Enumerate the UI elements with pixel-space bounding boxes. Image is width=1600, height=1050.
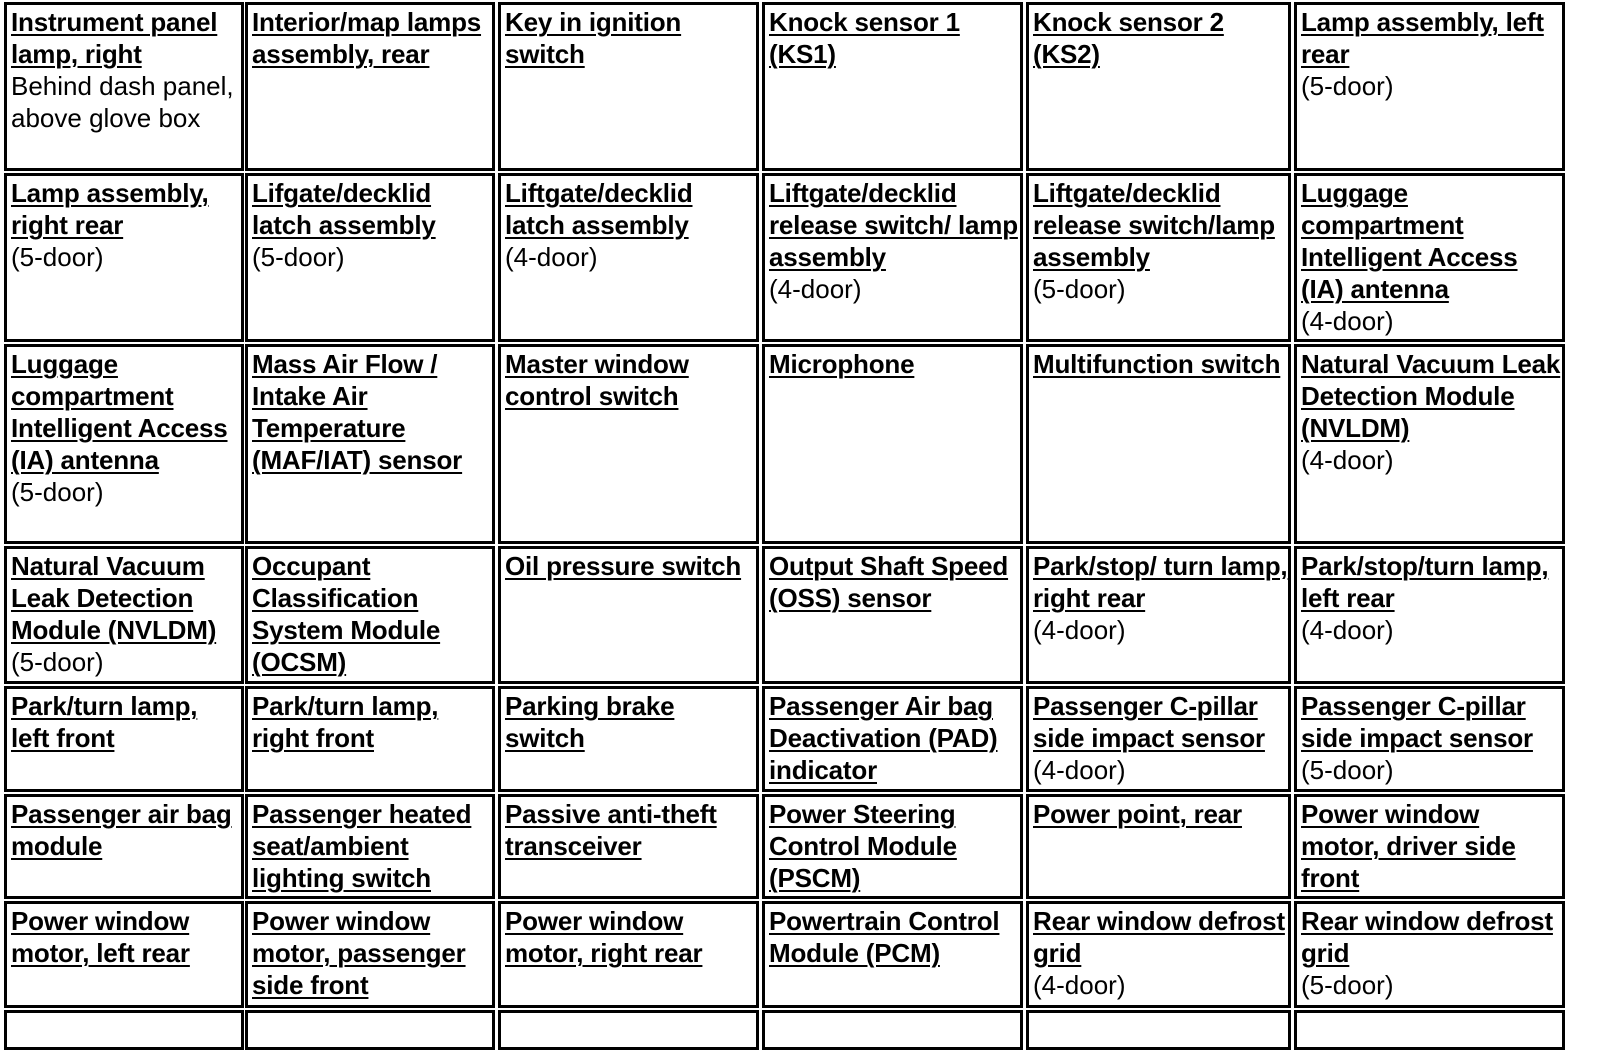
component-link[interactable]: Mass Air Flow / Intake Air Temperature (MAF/IAT) sensor <box>252 349 463 475</box>
component-link[interactable]: Power window motor, right rear <box>505 906 703 968</box>
table-cell <box>762 546 1023 684</box>
table-cell <box>245 901 495 1008</box>
location-note: (4-door) <box>1033 755 1126 785</box>
component-link[interactable]: Passenger C-pillar side impact sensor <box>1301 691 1533 753</box>
component-link[interactable]: Liftgate/decklid release switch/ lamp assembly <box>769 178 1018 272</box>
table-cell <box>498 2 759 171</box>
table-cell <box>762 1010 1023 1050</box>
component-link[interactable]: Power point, rear <box>1033 799 1242 829</box>
component-link[interactable]: Knock sensor 1 (KS1) <box>769 7 960 69</box>
component-link[interactable]: Lamp assembly, right rear <box>11 178 209 240</box>
location-note: (4-door) <box>769 274 862 304</box>
table-cell <box>762 2 1023 171</box>
component-link[interactable]: Power Steering Control Module (PSCM) <box>769 799 957 893</box>
table-cell <box>4 173 244 342</box>
table-cell <box>245 546 495 684</box>
component-link[interactable]: Lifgate/decklid latch assembly <box>252 178 436 240</box>
table-cell <box>1026 2 1291 171</box>
table-cell <box>498 546 759 684</box>
table-cell <box>498 794 759 899</box>
component-link[interactable]: Rear window defrost grid <box>1033 906 1285 968</box>
location-note: (5-door) <box>1301 970 1394 1000</box>
component-link[interactable]: Passenger Air bag Deactivation (PAD) indicator <box>769 691 998 785</box>
component-link[interactable]: Multifunction switch <box>1033 349 1281 379</box>
table-cell <box>498 173 759 342</box>
table-cell <box>1026 901 1291 1008</box>
location-note: (5-door) <box>11 242 104 272</box>
location-note: (4-door) <box>1033 615 1126 645</box>
component-link[interactable]: Passive anti-theft transceiver <box>505 799 717 861</box>
location-note: (5-door) <box>1301 71 1394 101</box>
table-cell <box>1294 686 1565 792</box>
location-note: Behind dash panel, above glove box <box>11 71 234 133</box>
table-cell <box>4 901 244 1008</box>
component-link[interactable]: Luggage compartment Intelligent Access (IA) antenna <box>1301 178 1518 304</box>
component-link[interactable]: Master window control switch <box>505 349 689 411</box>
component-link[interactable]: Passenger heated seat/ambient lighting switch <box>252 799 472 893</box>
location-note: (5-door) <box>11 647 104 677</box>
table-cell <box>4 794 244 899</box>
location-note: (4-door) <box>1301 445 1394 475</box>
component-link[interactable]: Natural Vacuum Leak Detection Module (NVLDM) <box>1301 349 1561 443</box>
table-cell <box>498 901 759 1008</box>
component-link[interactable]: Microphone <box>769 349 915 379</box>
component-link[interactable]: Liftgate/decklid latch assembly <box>505 178 693 240</box>
table-cell <box>4 686 244 792</box>
component-link[interactable]: Key in ignition switch <box>505 7 682 69</box>
component-link[interactable]: Park/stop/ turn lamp, right rear <box>1033 551 1288 613</box>
table-cell <box>1294 344 1565 544</box>
component-link[interactable]: Parking brake switch <box>505 691 675 753</box>
component-link[interactable]: Interior/map lamps assembly, rear <box>252 7 482 69</box>
table-cell <box>245 794 495 899</box>
table-cell <box>498 1010 759 1050</box>
table-cell <box>498 686 759 792</box>
table-cell <box>762 794 1023 899</box>
component-link[interactable]: Park/stop/turn lamp, left rear <box>1301 551 1549 613</box>
component-link[interactable]: Powertrain Control Module (PCM) <box>769 906 1000 968</box>
table-cell <box>762 686 1023 792</box>
table-cell <box>4 1010 244 1050</box>
component-link[interactable]: Park/turn lamp, left front <box>11 691 198 753</box>
table-cell <box>1294 794 1565 899</box>
table-cell <box>4 2 244 171</box>
table-cell <box>245 344 495 544</box>
table-cell <box>1026 794 1291 899</box>
location-note: (4-door) <box>1301 615 1394 645</box>
table-cell <box>762 901 1023 1008</box>
table-cell <box>245 173 495 342</box>
component-link[interactable]: Power window motor, driver side front <box>1301 799 1516 893</box>
table-cell <box>1294 173 1565 342</box>
location-note: (4-door) <box>1301 306 1394 336</box>
location-note: (4-door) <box>505 242 598 272</box>
table-cell <box>762 173 1023 342</box>
location-note: (5-door) <box>11 477 104 507</box>
table-cell <box>762 344 1023 544</box>
component-link[interactable]: Occupant Classification System Module (OCSM) <box>252 551 441 677</box>
component-link[interactable]: Power window motor, left rear <box>11 906 190 968</box>
table-cell <box>245 2 495 171</box>
table-cell <box>1026 344 1291 544</box>
component-link[interactable]: Passenger C-pillar side impact sensor <box>1033 691 1265 753</box>
table-cell <box>245 1010 495 1050</box>
table-cell <box>1026 1010 1291 1050</box>
table-cell <box>1026 173 1291 342</box>
table-cell <box>498 344 759 544</box>
location-note: (5-door) <box>252 242 345 272</box>
location-note: (5-door) <box>1301 755 1394 785</box>
table-cell <box>245 686 495 792</box>
component-link[interactable]: Output Shaft Speed (OSS) sensor <box>769 551 1009 613</box>
component-link[interactable]: Lamp assembly, left rear <box>1301 7 1544 69</box>
component-link[interactable]: Rear window defrost grid <box>1301 906 1553 968</box>
table-cell <box>1026 686 1291 792</box>
table-cell <box>1026 546 1291 684</box>
component-link[interactable]: Power window motor, passenger side front <box>252 906 466 1000</box>
component-link[interactable]: Park/turn lamp, right front <box>252 691 439 753</box>
table-cell <box>4 546 244 684</box>
table-cell <box>1294 2 1565 171</box>
component-link[interactable]: Natural Vacuum Leak Detection Module (NVLDM) <box>11 551 217 645</box>
location-note: (4-door) <box>1033 970 1126 1000</box>
location-note: (5-door) <box>1033 274 1126 304</box>
table-cell <box>4 344 244 544</box>
component-link[interactable]: Instrument panel lamp, right <box>11 7 218 69</box>
table-cell <box>1294 546 1565 684</box>
component-link[interactable]: Passenger air bag module <box>11 799 232 861</box>
component-link[interactable]: Oil pressure switch <box>505 551 742 581</box>
table-cell <box>1294 901 1565 1008</box>
component-link[interactable]: Knock sensor 2 (KS2) <box>1033 7 1224 69</box>
component-link[interactable]: Luggage compartment Intelligent Access (IA) antenna <box>11 349 228 475</box>
table-cell <box>1294 1010 1565 1050</box>
component-link[interactable]: Liftgate/decklid release switch/lamp assembly <box>1033 178 1275 272</box>
